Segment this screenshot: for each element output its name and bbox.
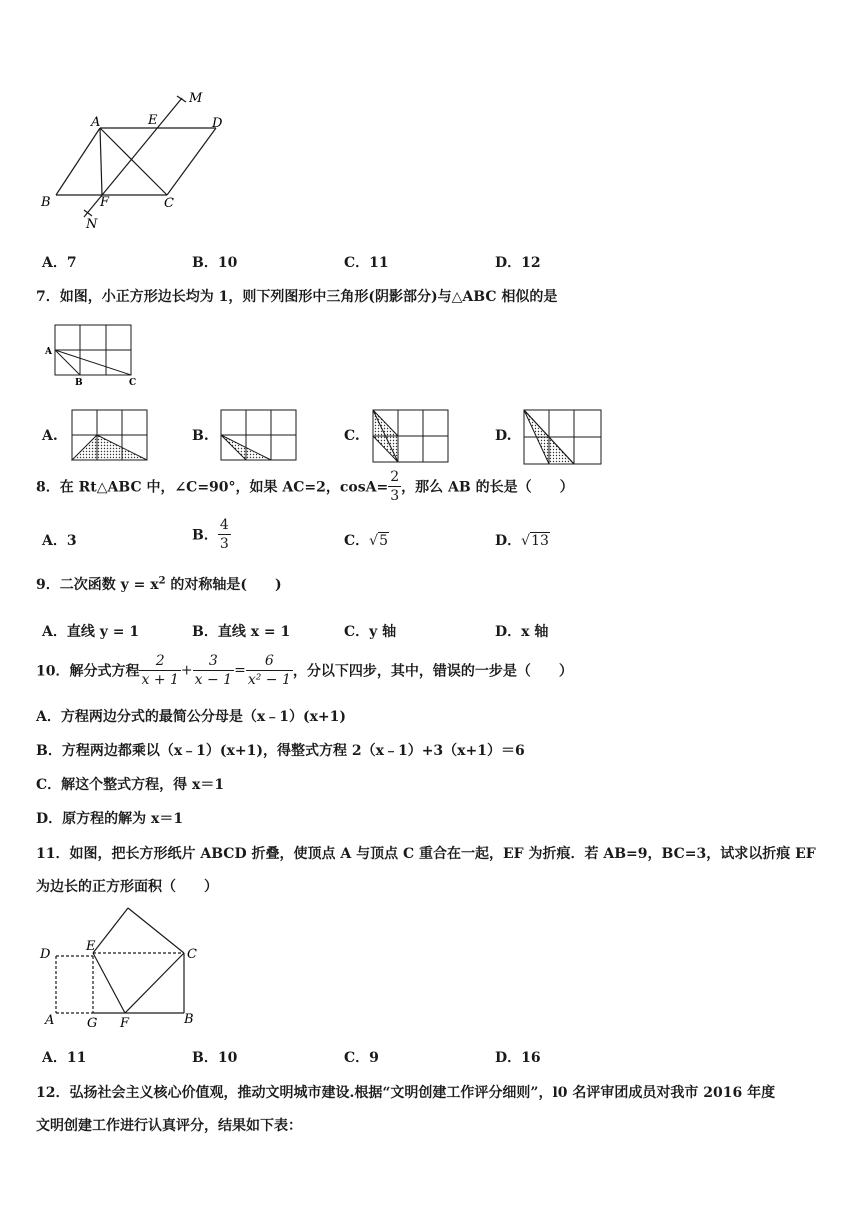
q7-option-a-letter[interactable]: A. bbox=[42, 428, 58, 444]
q10-f3-den: x² − 1 bbox=[247, 672, 291, 688]
q11-label-f: F bbox=[120, 1016, 130, 1031]
q8-stem-pre: 8．在 Rt△ABC 中，∠C=90°，如果 AC=2，cosA= bbox=[36, 479, 389, 496]
q8-option-c-sqrt: √5 bbox=[369, 533, 388, 549]
q9-stem-post: 的对称轴是( ) bbox=[165, 577, 282, 593]
q6-label-d: D bbox=[212, 116, 223, 131]
q8-opt-d-rad: 13 bbox=[531, 533, 549, 549]
q7-option-c-letter[interactable]: C. bbox=[344, 428, 360, 444]
q7-option-d-figure[interactable] bbox=[522, 406, 604, 468]
q7-label-a: A bbox=[45, 347, 52, 357]
q10-f1-den: x + 1 bbox=[141, 672, 179, 688]
q10-f1-num: 2 bbox=[139, 652, 180, 671]
q6-label-m: M bbox=[189, 91, 203, 106]
q10-f2-num: 3 bbox=[193, 652, 234, 671]
q11-label-c: C bbox=[187, 947, 197, 962]
q11-stem-line1: 11．如图，把长方形纸片 ABCD 折叠，使顶点 A 与顶点 C 重合在一起，EF 为折痕．若 AB=9，BC=3，试求以折痕 EF bbox=[36, 846, 816, 862]
q8-option-d[interactable] bbox=[495, 530, 550, 550]
q10-plus: + bbox=[180, 662, 193, 679]
q8-stem bbox=[36, 468, 574, 505]
q8-frac-num: 2 bbox=[390, 469, 400, 485]
q6-option-c[interactable]: C．11 bbox=[344, 255, 389, 271]
q10-stem-post: ，分以下四步，其中，错误的一步是（ ） bbox=[292, 663, 573, 680]
q9-exponent: 2 bbox=[158, 575, 166, 587]
q7-label-c: C bbox=[129, 378, 137, 386]
q8-option-b[interactable] bbox=[192, 516, 231, 553]
q9-option-b[interactable]: B．直线 x = 1 bbox=[192, 624, 291, 640]
q9-stem bbox=[36, 574, 282, 594]
q8-option-c-letter: C． bbox=[344, 533, 370, 549]
q11-label-g: G bbox=[87, 1016, 98, 1031]
q7-option-d-letter[interactable]: D. bbox=[495, 428, 512, 444]
q6-label-n: N bbox=[86, 217, 98, 232]
q10-fraction-1 bbox=[139, 652, 180, 689]
q10-option-d[interactable]: D．原方程的解为 x＝1 bbox=[36, 811, 184, 827]
q10-stem-pre: 10．解分式方程 bbox=[36, 663, 140, 680]
q8-opt-b-den: 3 bbox=[219, 536, 229, 552]
q11-option-b[interactable]: B．10 bbox=[192, 1050, 238, 1066]
q10-fraction-2 bbox=[193, 652, 234, 689]
q10-fraction-3 bbox=[246, 652, 293, 689]
q6-option-a[interactable]: A．7 bbox=[42, 255, 77, 271]
q11-stem-line2: 为边长的正方形面积（ ） bbox=[36, 879, 218, 895]
q10-equals: = bbox=[234, 662, 246, 679]
q6-label-a: A bbox=[91, 115, 101, 130]
q8-opt-c-rad: 5 bbox=[379, 533, 388, 549]
q10-option-c[interactable]: C．解这个整式方程，得 x＝1 bbox=[36, 777, 225, 793]
q8-option-d-sqrt: √13 bbox=[521, 533, 549, 549]
q6-option-d[interactable]: D．12 bbox=[495, 255, 541, 271]
q11-label-e: E bbox=[86, 939, 96, 954]
q7-option-c-figure[interactable] bbox=[371, 406, 451, 466]
q7-option-a-figure[interactable] bbox=[70, 408, 150, 464]
q11-folded-rectangle-figure bbox=[36, 900, 216, 1035]
q6-option-b[interactable]: B．10 bbox=[192, 255, 238, 271]
q8-option-c[interactable] bbox=[344, 530, 389, 550]
q8-option-b-fraction bbox=[218, 516, 231, 553]
q9-option-c[interactable]: C．y 轴 bbox=[344, 624, 397, 640]
q8-frac-den: 3 bbox=[390, 488, 400, 504]
q11-label-d: D bbox=[40, 947, 51, 962]
q7-option-b-letter[interactable]: B. bbox=[192, 428, 209, 444]
q7-triangle-abc-grid bbox=[42, 322, 142, 386]
q9-option-a[interactable]: A．直线 y = 1 bbox=[42, 624, 140, 640]
q6-label-c: C bbox=[164, 196, 174, 211]
q11-option-d[interactable]: D．16 bbox=[495, 1050, 541, 1066]
q11-option-a[interactable]: A．11 bbox=[42, 1050, 87, 1066]
q7-label-b: B bbox=[75, 378, 83, 386]
q10-f3-num: 6 bbox=[246, 652, 293, 671]
q8-cos-fraction bbox=[388, 468, 401, 505]
q8-option-a[interactable]: A．3 bbox=[42, 533, 77, 549]
q8-option-d-letter: D． bbox=[495, 533, 522, 549]
q12-stem-line1: 12．弘扬社会主义核心价值观，推动文明城市建设.根据“文明创建工作评分细则”，l0 名评审团成员对我市 2016 年度 bbox=[36, 1085, 776, 1101]
q7-stem: 7．如图，小正方形边长均为 1，则下列图形中三角形(阴影部分)与△ABC 相似的是 bbox=[36, 289, 558, 305]
q7-option-b-figure[interactable] bbox=[219, 408, 299, 464]
q10-option-a[interactable]: A．方程两边分式的最简公分母是（x﹣1）(x+1) bbox=[36, 709, 347, 725]
q6-parallelogram-figure bbox=[36, 85, 236, 235]
q6-label-f: F bbox=[100, 195, 110, 210]
q10-option-b[interactable]: B．方程两边都乘以（x﹣1）(x+1)，得整式方程 2（x﹣1）+3（x+1）＝6 bbox=[36, 743, 525, 759]
q10-stem bbox=[36, 652, 573, 689]
q11-label-b: B bbox=[184, 1012, 194, 1027]
q8-stem-post: ，那么 AB 的长是（ ） bbox=[401, 479, 574, 496]
q9-option-d[interactable]: D．x 轴 bbox=[495, 624, 549, 640]
q8-option-b-letter: B． bbox=[192, 527, 218, 544]
q11-option-c[interactable]: C．9 bbox=[344, 1050, 379, 1066]
q11-label-a: A bbox=[45, 1013, 55, 1028]
q12-stem-line2: 文明创建工作进行认真评分，结果如下表： bbox=[36, 1118, 302, 1134]
q8-opt-b-num: 4 bbox=[219, 517, 229, 533]
q6-label-b: B bbox=[41, 195, 51, 210]
q9-stem-pre: 9．二次函数 y = x bbox=[36, 577, 159, 593]
q6-label-e: E bbox=[148, 113, 158, 128]
q10-f2-den: x − 1 bbox=[194, 672, 233, 688]
